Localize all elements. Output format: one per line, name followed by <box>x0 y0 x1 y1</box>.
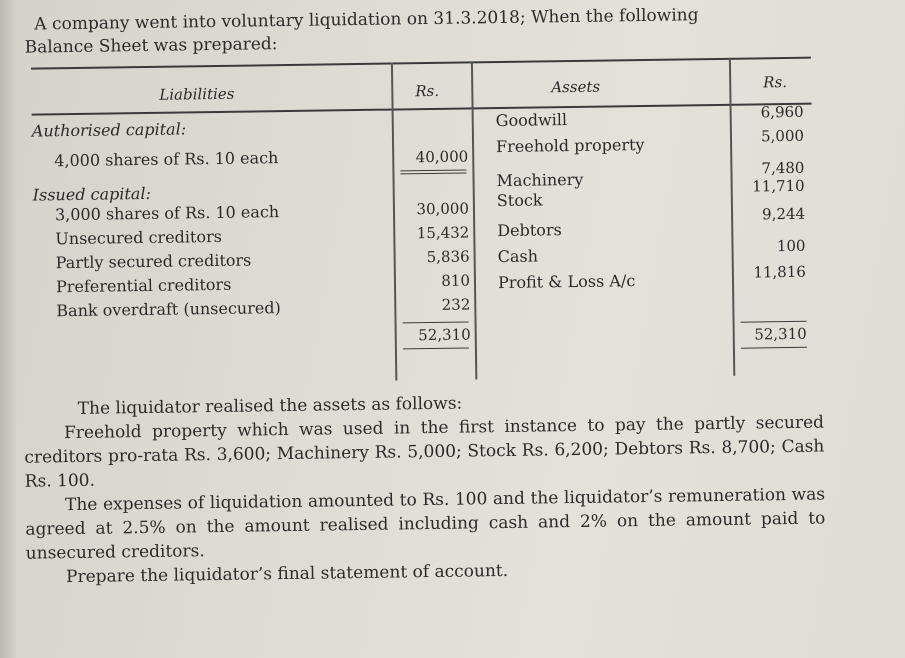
asset-cash: Cash <box>497 246 539 267</box>
problem-intro <box>24 2 835 59</box>
paragraph-expenses: The expenses of liquidation amounted to Rs. 100 and the liquidator’s remuneration was agreed at 2.5% on the amount realised including cash and 2% on the amount paid to unsecured creditors. <box>25 484 826 564</box>
amount-bank-overdraft: 232 <box>441 295 471 314</box>
paragraph-realisation-details: Freehold property which was used in the first instance to pay the partly secured creditors pro-rata Rs. 3,600; Machinery Rs. 5,000; Stock Rs. 6,200; Debtors Rs. 8,700; Cash Rs. 100. <box>24 412 825 492</box>
liability-authorised-capital: Authorised capital: <box>31 119 187 141</box>
amount-goodwill: 6,960 <box>760 102 804 122</box>
liability-preferential-creditors: Preferential creditors <box>55 274 232 297</box>
header-liabilities: Liabilities <box>159 84 235 104</box>
liability-partly-secured-creditors: Partly secured creditors <box>55 250 252 273</box>
amount-preferential-creditors: 810 <box>441 271 471 290</box>
paragraph-instruction: Prepare the liquidator’s final statement of account. <box>65 560 509 588</box>
amount-stock: 11,710 <box>752 176 805 196</box>
col-divider-2 <box>471 61 477 379</box>
liabilities-total-top-rule <box>403 321 469 323</box>
col-divider-3 <box>729 58 735 376</box>
amount-cash: 100 <box>776 236 806 256</box>
problem-body <box>24 387 827 590</box>
asset-freehold-property: Freehold property <box>495 135 645 157</box>
assets-total-top-rule <box>741 321 807 323</box>
amount-issued-capital: 30,000 <box>416 199 470 219</box>
amount-authorised-capital: 40,000 <box>415 147 469 167</box>
asset-machinery: Machinery <box>496 169 584 191</box>
liabilities-total-bottom-rule <box>403 347 469 349</box>
assets-total: 52,310 <box>754 324 807 344</box>
liability-issued-capital: Issued capital: <box>32 183 152 205</box>
amount-partly-secured-creditors: 5,836 <box>426 247 470 267</box>
authorised-double-rule-1 <box>400 170 466 172</box>
amount-machinery: 7,480 <box>761 158 805 178</box>
table-header-rule <box>32 103 812 115</box>
liability-issued-shares: 3,000 shares of Rs. 10 each <box>54 202 280 225</box>
asset-debtors: Debtors <box>497 220 562 241</box>
liability-bank-overdraft: Bank overdraft (unsecured) <box>56 298 281 321</box>
asset-stock: Stock <box>496 190 543 211</box>
amount-freehold-property: 5,000 <box>760 126 805 146</box>
header-assets: Assets <box>551 77 601 97</box>
table-top-rule <box>31 57 811 69</box>
liabilities-total: 52,310 <box>418 325 471 345</box>
authorised-double-rule-2 <box>400 173 466 175</box>
assets-total-bottom-rule <box>741 347 807 349</box>
liability-unsecured-creditors: Unsecured creditors <box>55 226 223 249</box>
intro-line-2: Balance Sheet was prepared: <box>24 34 278 58</box>
amount-profit-loss: 11,816 <box>753 262 806 282</box>
balance-sheet-table <box>31 57 815 386</box>
header-rs-right: Rs. <box>763 73 788 92</box>
amount-debtors: 9,244 <box>761 204 806 224</box>
liability-authorised-shares: 4,000 shares of Rs. 10 each <box>54 148 279 171</box>
header-rs-left: Rs. <box>415 81 440 101</box>
amount-unsecured-creditors: 15,432 <box>416 223 470 243</box>
intro-line-1: A company went into voluntary liquidation on 31.3.2018; When the following <box>34 5 699 35</box>
asset-profit-loss: Profit & Loss A/c <box>497 271 636 293</box>
asset-goodwill: Goodwill <box>495 110 568 131</box>
col-divider-1 <box>391 63 397 381</box>
paragraph-realisation-intro: The liquidator realised the assets as follows: <box>77 393 463 419</box>
